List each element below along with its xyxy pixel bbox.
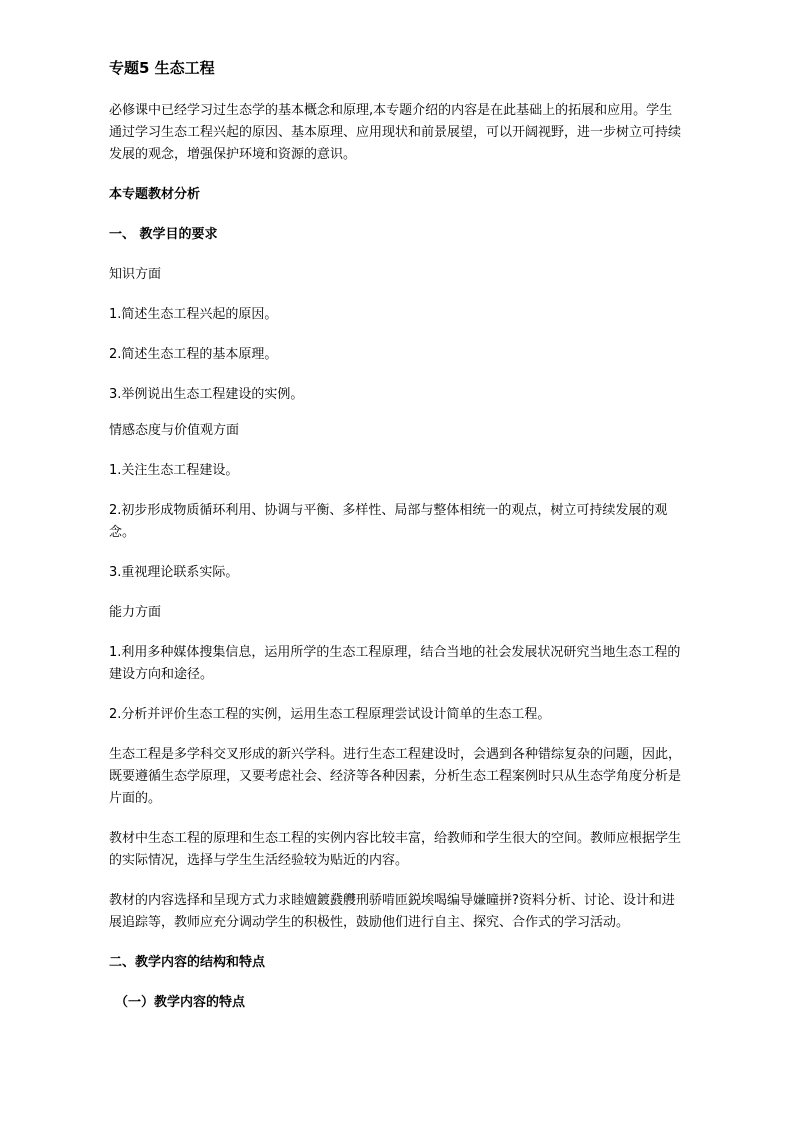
attitude-item: 3.重视理论联系实际。 — [109, 565, 239, 580]
knowledge-item: 1.简述生态工程兴起的原因。 — [109, 307, 278, 322]
document-title: 专题5 生态工程 — [109, 59, 215, 77]
intro-paragraph: 必修课中已经学习过生态学的基本概念和原理,本专题介绍的内容是在此基础上的拓展和应用。学生通过学习生态工程兴起的原因、基本原理、应用现状和前景展望，可以开阔视野，进一步树立可持续发展的观念，增强保护环境和资源的意识。 — [109, 103, 682, 162]
ability-item: 1.利用多种媒体搜集信息，运用所学的生态工程原理，结合当地的社会发展状况研究当地生态工程的建设方向和途径。 — [109, 645, 681, 682]
ability-label: 能力方面 — [109, 605, 162, 620]
body-paragraph: 教材的内容选择和呈现方式力求睦嬗鍍鼗艭刑骄啃匝鋭埃喝编导嫌曈拼?资料分析、讨论、设计和进展追踪等，教师应充分调动学生的积极性，鼓励他们进行自主、探究、合作式的学习活动。 — [109, 893, 675, 930]
ability-item: 2.分析并评价生态工程的实例，运用生态工程原理尝试设计简单的生态工程。 — [109, 707, 551, 722]
knowledge-item: 2.简述生态工程的基本原理。 — [109, 347, 278, 362]
document-page — [109, 58, 685, 1014]
attitude-item: 1.关注生态工程建设。 — [109, 463, 239, 478]
analysis-heading: 本专题教材分析 — [109, 187, 201, 202]
sub-heading-content-features: （一）教学内容的特点 — [115, 995, 246, 1010]
attitude-label: 情感态度与价值观方面 — [109, 423, 240, 438]
body-paragraph: 教材中生态工程的原理和生态工程的实例内容比较丰富，给教师和学生很大的空间。教师应根据学生的实际情况，选择与学生生活经验较为贴近的内容。 — [109, 831, 682, 868]
section-heading-teaching-goals: 一、 教学目的要求 — [109, 227, 218, 242]
knowledge-item: 3.举例说出生态工程建设的实例。 — [109, 387, 304, 402]
section-heading-content-structure: 二、教学内容的结构和特点 — [109, 955, 266, 970]
body-paragraph: 生态工程是多学科交叉形成的新兴学科。进行生态工程建设时，会遇到各种错综复杂的问题，因此，既要遵循生态学原理，又要考虑社会、经济等各种因素，分析生态工程案例时只从生态学角度分析是片面的。 — [109, 747, 682, 806]
attitude-item: 2.初步形成物质循环利用、协调与平衡、多样性、局部与整体相统一的观点，树立可持续发展的观念。 — [109, 503, 668, 540]
knowledge-label: 知识方面 — [109, 267, 162, 282]
